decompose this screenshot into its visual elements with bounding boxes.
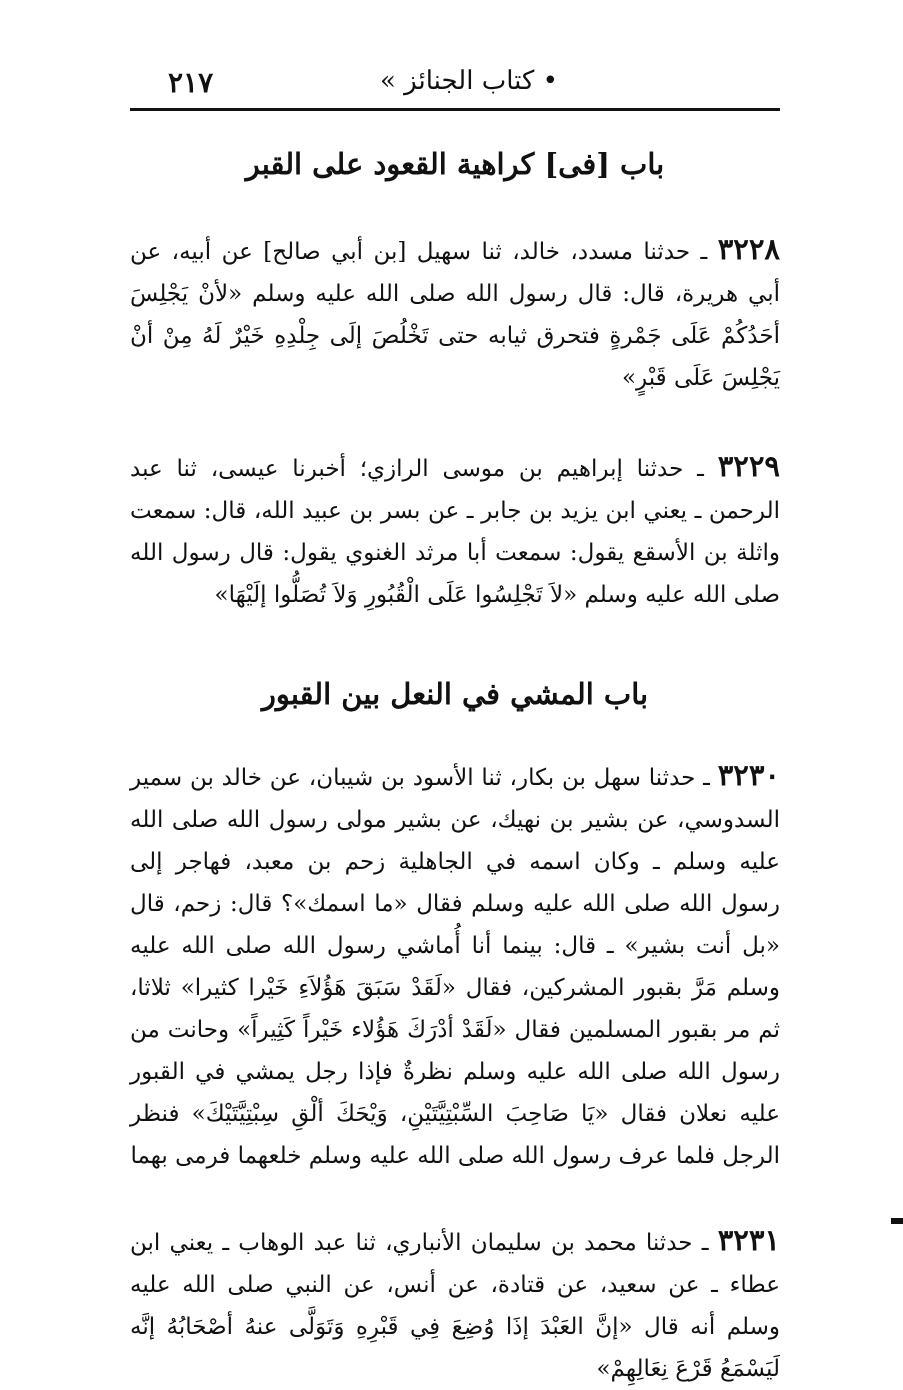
scan-edge-mark xyxy=(891,1218,903,1224)
hadith-number: ٣٢٢٨ xyxy=(717,232,780,266)
hadith-paragraph xyxy=(130,445,780,616)
chapter-title: باب المشي في النعل بين القبور xyxy=(261,677,649,711)
hadith-number: ٣٢٢٩ xyxy=(717,449,780,483)
hadith-text: ـ حدثنا إبراهيم بن موسى الرازي؛ أخبرنا عيسى، ثنا عبد الرحمن ـ يعني ابن يزيد بن جابر ـ عن بسر بن عبيد الله، قال: سمعت واثلة بن الأسقع يقول: سمعت أبا مرثد الغنوي يقول: قال رسول الله صلى الله عليه وسلم «لاَ تَجْلِسُوا عَلَى الْقُبُورِ وَلاَ تُصَلُّوا إلَيْهَا» xyxy=(130,456,780,608)
hadith-text: ـ حدثنا سهل بن بكار، ثنا الأسود بن شيبان، عن خالد بن سمير السدوسي، عن بشير بن نهيك، عن بشير مولى رسول الله صلى الله عليه وسلم ـ وكان اسمه في الجاهلية زحم بن معبد، فهاجر إلى رسول الله صلى الله عليه وسلم فقال «ما اسمك»؟ قال: زحم، قال «بل أنت بشير» ـ قال: بينما أنا أُماشي رسول الله صلى الله عليه وسلم مَرَّ بقبور المشركين، فقال «لَقَدْ سَبَقَ هَؤُلاَءِ خَيْرا كثيرا» ثلاثا، ثم مر بقبور المسلمين فقال «لَقَدْ أدْرَكَ هَؤُلاء خَيْراً كَثِيراً» وحانت من رسول الله صلى الله عليه وسلم نظرةٌ فإذا رجل يمشي في القبور عليه نعلان فقال «يَا صَاحِبَ السِّبْتِيَّتَيْنِ، وَيْحَكَ ألْقِ سِبْتِيَّتَيْكَ» فنظر الرجل فلما عرف رسول الله صلى الله عليه وسلم خلعهما فرمى بهما xyxy=(130,765,780,1169)
hadith-paragraph xyxy=(130,754,780,1177)
chapter-title: باب [فى] كراهية القعود على القبر xyxy=(245,147,665,181)
page-body xyxy=(130,120,780,1390)
hadith-text: ـ حدثنا محمد بن سليمان الأنباري، ثنا عبد الوهاب ـ يعني ابن عطاء ـ عن سعيد، عن قتادة، عن أنس، عن النبي صلى الله عليه وسلم أنه قال «إنَّ العَبْدَ إذَا وُضِعَ فِي قَبْرِهِ وَتَوَلَّى عنهُ أصْحَابُهُ إنَّه لَيَسْمَعُ قَرْعَ نِعَالِهِمْ» xyxy=(130,1230,780,1382)
hadith-paragraph xyxy=(130,1219,780,1390)
header-rule xyxy=(130,108,780,111)
hadith-text: ـ حدثنا مسدد، خالد، ثنا سهيل [بن أبي صالح] عن أبيه، عن أبي هريرة، قال: قال رسول الله صلى الله عليه وسلم «لأنْ يَجْلِسَ أحَدُكُمْ عَلَى جَمْرةٍ فتحرق ثيابه حتى تَخْلُصَ إلَى جِلْدِهِ خَيْرٌ لَهُ مِنْ أنْ يَجْلِسَ عَلَى قَبْرٍ» xyxy=(130,239,780,391)
hadith-number: ٣٢٣١ xyxy=(717,1223,780,1257)
page-number: ٢١٧ xyxy=(168,66,214,99)
hadith-paragraph xyxy=(130,228,780,399)
running-title: • كتاب الجنائز » xyxy=(380,66,558,96)
hadith-number: ٣٢٣٠ xyxy=(717,758,780,792)
page-header xyxy=(130,62,780,102)
